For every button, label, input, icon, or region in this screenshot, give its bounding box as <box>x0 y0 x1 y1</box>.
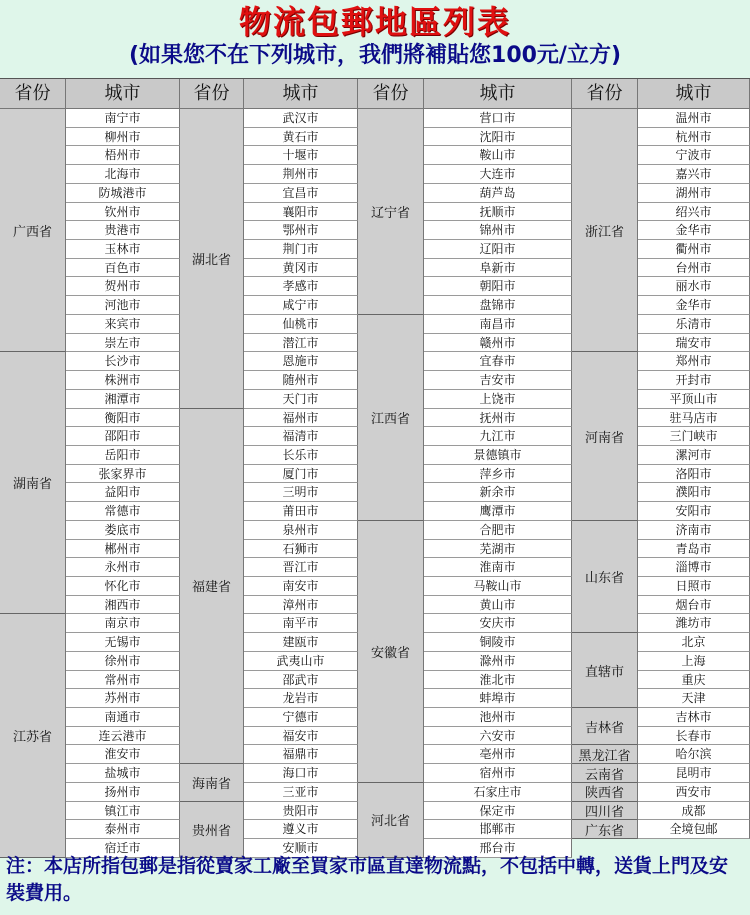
city-cell: 十堰市 <box>244 146 358 165</box>
region-table <box>0 78 750 856</box>
city-cell: 湘潭市 <box>66 390 180 409</box>
city-cell: 沈阳市 <box>424 128 572 147</box>
province-cell: 陕西省 <box>572 783 638 802</box>
city-cell: 苏州市 <box>66 689 180 708</box>
city-cell: 金华市 <box>638 296 750 315</box>
city-cell: 三亚市 <box>244 783 358 802</box>
city-cell: 绍兴市 <box>638 203 750 222</box>
city-cell: 鞍山市 <box>424 146 572 165</box>
city-cell: 驻马店市 <box>638 409 750 428</box>
city-cell: 徐州市 <box>66 652 180 671</box>
province-cell: 四川省 <box>572 802 638 821</box>
province-cell: 湖南省 <box>0 352 66 614</box>
city-cell: 常德市 <box>66 502 180 521</box>
city-cell: 建瓯市 <box>244 633 358 652</box>
table-column-4 <box>572 79 750 853</box>
header-province: 省份 <box>572 79 638 109</box>
city-cell: 合肥市 <box>424 521 572 540</box>
city-cell: 南平市 <box>244 614 358 633</box>
city-cell: 哈尔滨 <box>638 745 750 764</box>
city-cell: 连云港市 <box>66 727 180 746</box>
table-column-1 <box>0 79 180 856</box>
city-cell: 咸宁市 <box>244 296 358 315</box>
city-cell: 百色市 <box>66 259 180 278</box>
header-city: 城市 <box>244 79 358 109</box>
city-cell: 黄冈市 <box>244 259 358 278</box>
city-cell: 永州市 <box>66 558 180 577</box>
header-province: 省份 <box>180 79 244 109</box>
city-cell: 郑州市 <box>638 352 750 371</box>
province-cell: 辽宁省 <box>358 109 424 315</box>
city-cell: 青岛市 <box>638 540 750 559</box>
city-cell: 随州市 <box>244 371 358 390</box>
city-cell: 镇江市 <box>66 802 180 821</box>
city-cell: 安庆市 <box>424 614 572 633</box>
city-cell: 河池市 <box>66 296 180 315</box>
city-cell: 北海市 <box>66 165 180 184</box>
city-cell: 湖州市 <box>638 184 750 203</box>
city-cell: 福州市 <box>244 409 358 428</box>
city-cell: 福安市 <box>244 727 358 746</box>
city-cell: 三门峡市 <box>638 427 750 446</box>
city-cell: 保定市 <box>424 802 572 821</box>
province-cell: 江苏省 <box>0 614 66 857</box>
header-province: 省份 <box>358 79 424 109</box>
city-cell: 九江市 <box>424 427 572 446</box>
city-cell: 邵阳市 <box>66 427 180 446</box>
city-cell: 遵义市 <box>244 820 358 839</box>
city-cell: 鄂州市 <box>244 221 358 240</box>
city-cell: 潍坊市 <box>638 614 750 633</box>
city-cell: 武汉市 <box>244 109 358 128</box>
table-column-3 <box>358 79 572 856</box>
city-cell: 南通市 <box>66 708 180 727</box>
city-cell: 景德镇市 <box>424 446 572 465</box>
province-cell: 福建省 <box>180 409 244 765</box>
city-cell: 吉林市 <box>638 708 750 727</box>
city-cell: 黄石市 <box>244 128 358 147</box>
city-cell: 邵武市 <box>244 671 358 690</box>
city-cell: 海口市 <box>244 764 358 783</box>
city-cell: 盐城市 <box>66 764 180 783</box>
province-cell: 浙江省 <box>572 109 638 352</box>
province-cell: 黑龙江省 <box>572 745 638 764</box>
city-cell: 营口市 <box>424 109 572 128</box>
city-cell: 防城港市 <box>66 184 180 203</box>
city-cell: 大连市 <box>424 165 572 184</box>
city-cell: 抚顺市 <box>424 203 572 222</box>
city-cell: 亳州市 <box>424 745 572 764</box>
city-cell: 洛阳市 <box>638 465 750 484</box>
city-cell: 潜江市 <box>244 334 358 353</box>
city-cell: 益阳市 <box>66 483 180 502</box>
city-cell: 株洲市 <box>66 371 180 390</box>
city-cell: 萍乡市 <box>424 465 572 484</box>
city-cell: 晋江市 <box>244 558 358 577</box>
city-cell: 贵阳市 <box>244 802 358 821</box>
page-title: 物流包郵地區列表 <box>238 3 511 41</box>
city-cell: 岳阳市 <box>66 446 180 465</box>
province-cell: 江西省 <box>358 315 424 521</box>
city-cell: 漯河市 <box>638 446 750 465</box>
city-cell: 梧州市 <box>66 146 180 165</box>
city-cell: 长春市 <box>638 727 750 746</box>
city-cell: 西安市 <box>638 783 750 802</box>
city-cell: 北京 <box>638 633 750 652</box>
city-cell: 抚州市 <box>424 409 572 428</box>
city-cell: 锦州市 <box>424 221 572 240</box>
city-cell: 怀化市 <box>66 577 180 596</box>
city-cell: 漳州市 <box>244 596 358 615</box>
city-cell: 湘西市 <box>66 596 180 615</box>
city-cell: 玉林市 <box>66 240 180 259</box>
province-cell: 贵州省 <box>180 802 244 858</box>
city-cell: 马鞍山市 <box>424 577 572 596</box>
city-cell: 崇左市 <box>66 334 180 353</box>
city-cell: 铜陵市 <box>424 633 572 652</box>
city-cell: 吉安市 <box>424 371 572 390</box>
header-city: 城市 <box>424 79 572 109</box>
header-city: 城市 <box>638 79 750 109</box>
city-cell: 襄阳市 <box>244 203 358 222</box>
city-cell: 莆田市 <box>244 502 358 521</box>
city-cell: 盘锦市 <box>424 296 572 315</box>
city-cell: 衡阳市 <box>66 409 180 428</box>
city-cell: 全境包邮 <box>638 820 750 839</box>
city-cell: 张家界市 <box>66 465 180 484</box>
city-cell: 杭州市 <box>638 128 750 147</box>
city-cell: 福清市 <box>244 427 358 446</box>
city-cell: 瑞安市 <box>638 334 750 353</box>
city-cell: 宿迁市 <box>66 839 180 858</box>
city-cell: 池州市 <box>424 708 572 727</box>
city-cell: 天门市 <box>244 390 358 409</box>
city-cell: 邯郸市 <box>424 820 572 839</box>
city-cell: 南安市 <box>244 577 358 596</box>
city-cell: 济南市 <box>638 521 750 540</box>
city-cell: 宜春市 <box>424 352 572 371</box>
city-cell: 贺州市 <box>66 277 180 296</box>
city-cell: 邢台市 <box>424 839 572 858</box>
city-cell: 新余市 <box>424 483 572 502</box>
city-cell: 温州市 <box>638 109 750 128</box>
city-cell: 嘉兴市 <box>638 165 750 184</box>
city-cell: 厦门市 <box>244 465 358 484</box>
province-cell: 湖北省 <box>180 109 244 409</box>
city-cell: 丽水市 <box>638 277 750 296</box>
city-cell: 乐清市 <box>638 315 750 334</box>
city-cell: 上海 <box>638 652 750 671</box>
province-cell: 海南省 <box>180 764 244 801</box>
page-subtitle: (如果您不在下列城市，我們將補貼您100元/立方) <box>128 43 622 68</box>
city-cell: 天津 <box>638 689 750 708</box>
city-cell: 郴州市 <box>66 540 180 559</box>
city-cell: 长沙市 <box>66 352 180 371</box>
city-cell: 成都 <box>638 802 750 821</box>
city-cell: 阜新市 <box>424 259 572 278</box>
city-cell: 平顶山市 <box>638 390 750 409</box>
city-cell: 泉州市 <box>244 521 358 540</box>
city-cell: 三明市 <box>244 483 358 502</box>
province-cell: 广东省 <box>572 820 638 839</box>
city-cell: 恩施市 <box>244 352 358 371</box>
province-cell: 河南省 <box>572 352 638 520</box>
city-cell: 鹰潭市 <box>424 502 572 521</box>
city-cell: 龙岩市 <box>244 689 358 708</box>
city-cell: 濮阳市 <box>638 483 750 502</box>
city-cell: 武夷山市 <box>244 652 358 671</box>
city-cell: 葫芦岛 <box>424 184 572 203</box>
city-cell: 常州市 <box>66 671 180 690</box>
city-cell: 辽阳市 <box>424 240 572 259</box>
city-cell: 赣州市 <box>424 334 572 353</box>
city-cell: 芜湖市 <box>424 540 572 559</box>
city-cell: 宁波市 <box>638 146 750 165</box>
city-cell: 台州市 <box>638 259 750 278</box>
city-cell: 扬州市 <box>66 783 180 802</box>
city-cell: 石家庄市 <box>424 783 572 802</box>
province-cell: 云南省 <box>572 764 638 783</box>
city-cell: 荆州市 <box>244 165 358 184</box>
city-cell: 金华市 <box>638 221 750 240</box>
city-cell: 滁州市 <box>424 652 572 671</box>
city-cell: 贵港市 <box>66 221 180 240</box>
city-cell: 安顺市 <box>244 839 358 858</box>
city-cell: 淮安市 <box>66 745 180 764</box>
province-cell: 直辖市 <box>572 633 638 708</box>
city-cell: 蚌埠市 <box>424 689 572 708</box>
city-cell: 南宁市 <box>66 109 180 128</box>
header-city: 城市 <box>66 79 180 109</box>
city-cell: 六安市 <box>424 727 572 746</box>
city-cell: 衢州市 <box>638 240 750 259</box>
city-cell: 日照市 <box>638 577 750 596</box>
table-column-2 <box>180 79 358 856</box>
city-cell: 淮南市 <box>424 558 572 577</box>
city-cell: 娄底市 <box>66 521 180 540</box>
province-cell: 吉林省 <box>572 708 638 745</box>
city-cell: 泰州市 <box>66 820 180 839</box>
province-cell: 河北省 <box>358 783 424 858</box>
city-cell: 钦州市 <box>66 203 180 222</box>
province-cell: 山东省 <box>572 521 638 633</box>
city-cell: 仙桃市 <box>244 315 358 334</box>
city-cell: 淄博市 <box>638 558 750 577</box>
city-cell: 宿州市 <box>424 764 572 783</box>
province-cell: 安徽省 <box>358 521 424 783</box>
city-cell: 荆门市 <box>244 240 358 259</box>
city-cell: 开封市 <box>638 371 750 390</box>
city-cell: 孝感市 <box>244 277 358 296</box>
city-cell: 宜昌市 <box>244 184 358 203</box>
city-cell: 石狮市 <box>244 540 358 559</box>
city-cell: 安阳市 <box>638 502 750 521</box>
city-cell: 南昌市 <box>424 315 572 334</box>
city-cell: 朝阳市 <box>424 277 572 296</box>
city-cell: 来宾市 <box>66 315 180 334</box>
footnote: 注：本店所指包郵是指從賣家工廠至買家市區直達物流點，不包括中轉，送貨上門及安裝費用。 <box>6 855 729 904</box>
city-cell: 昆明市 <box>638 764 750 783</box>
city-cell: 重庆 <box>638 671 750 690</box>
city-cell: 无锡市 <box>66 633 180 652</box>
header-province: 省份 <box>0 79 66 109</box>
city-cell: 烟台市 <box>638 596 750 615</box>
city-cell: 淮北市 <box>424 671 572 690</box>
city-cell: 黄山市 <box>424 596 572 615</box>
city-cell: 宁德市 <box>244 708 358 727</box>
city-cell: 南京市 <box>66 614 180 633</box>
city-cell: 福鼎市 <box>244 745 358 764</box>
province-cell: 广西省 <box>0 109 66 352</box>
city-cell: 上饶市 <box>424 390 572 409</box>
city-cell: 柳州市 <box>66 128 180 147</box>
city-cell: 长乐市 <box>244 446 358 465</box>
